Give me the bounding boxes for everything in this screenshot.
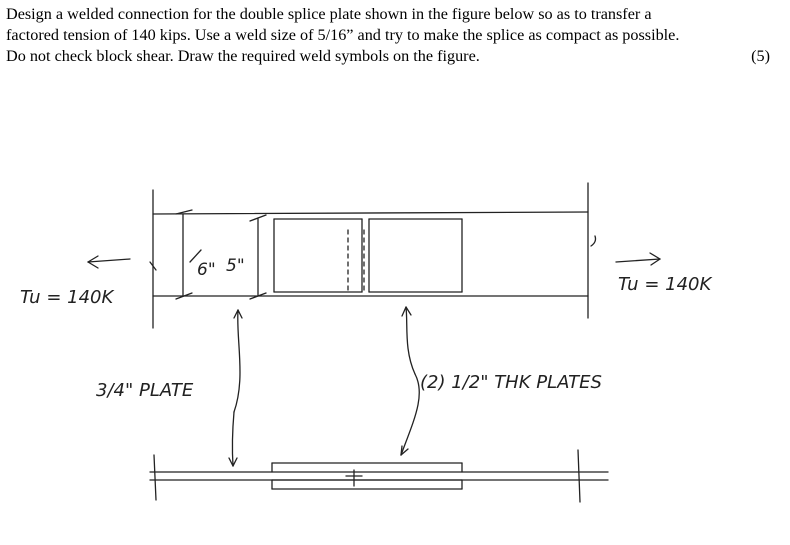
plan-view-main-plate <box>153 183 588 328</box>
left-load-arrow <box>88 256 130 268</box>
leader-splice-up <box>406 307 415 374</box>
dimension-lines <box>150 210 266 299</box>
right-load-label: Tu = 140K <box>618 274 712 295</box>
problem-line-2: factored tension of 140 kips. Use a weld size of 5/16” and try to make the splice as compact as possible. <box>6 26 680 44</box>
left-load-label: Tu = 140K <box>20 287 114 308</box>
leader-main-plate-up <box>234 310 240 412</box>
main-plate-label: 3/4" PLATE <box>96 380 194 401</box>
right-load-arrow <box>591 236 660 265</box>
leader-main-plate-down <box>232 412 234 466</box>
problem-line-1: Design a welded connection for the double splice plate shown in the figure below so as to transfer a <box>6 5 652 23</box>
dimension-5-label: 5" <box>226 256 245 276</box>
problem-points: (5) <box>751 47 770 65</box>
plan-view-splice-plate <box>274 219 462 292</box>
splice-plates-label: (2) 1/2" THK PLATES <box>420 372 602 393</box>
problem-line-3: Do not check block shear. Draw the required weld symbols on the figure. <box>6 47 480 65</box>
leader-splice-down <box>401 374 419 455</box>
dimension-6-label: 6" <box>197 260 216 280</box>
elevation-view <box>150 450 608 502</box>
